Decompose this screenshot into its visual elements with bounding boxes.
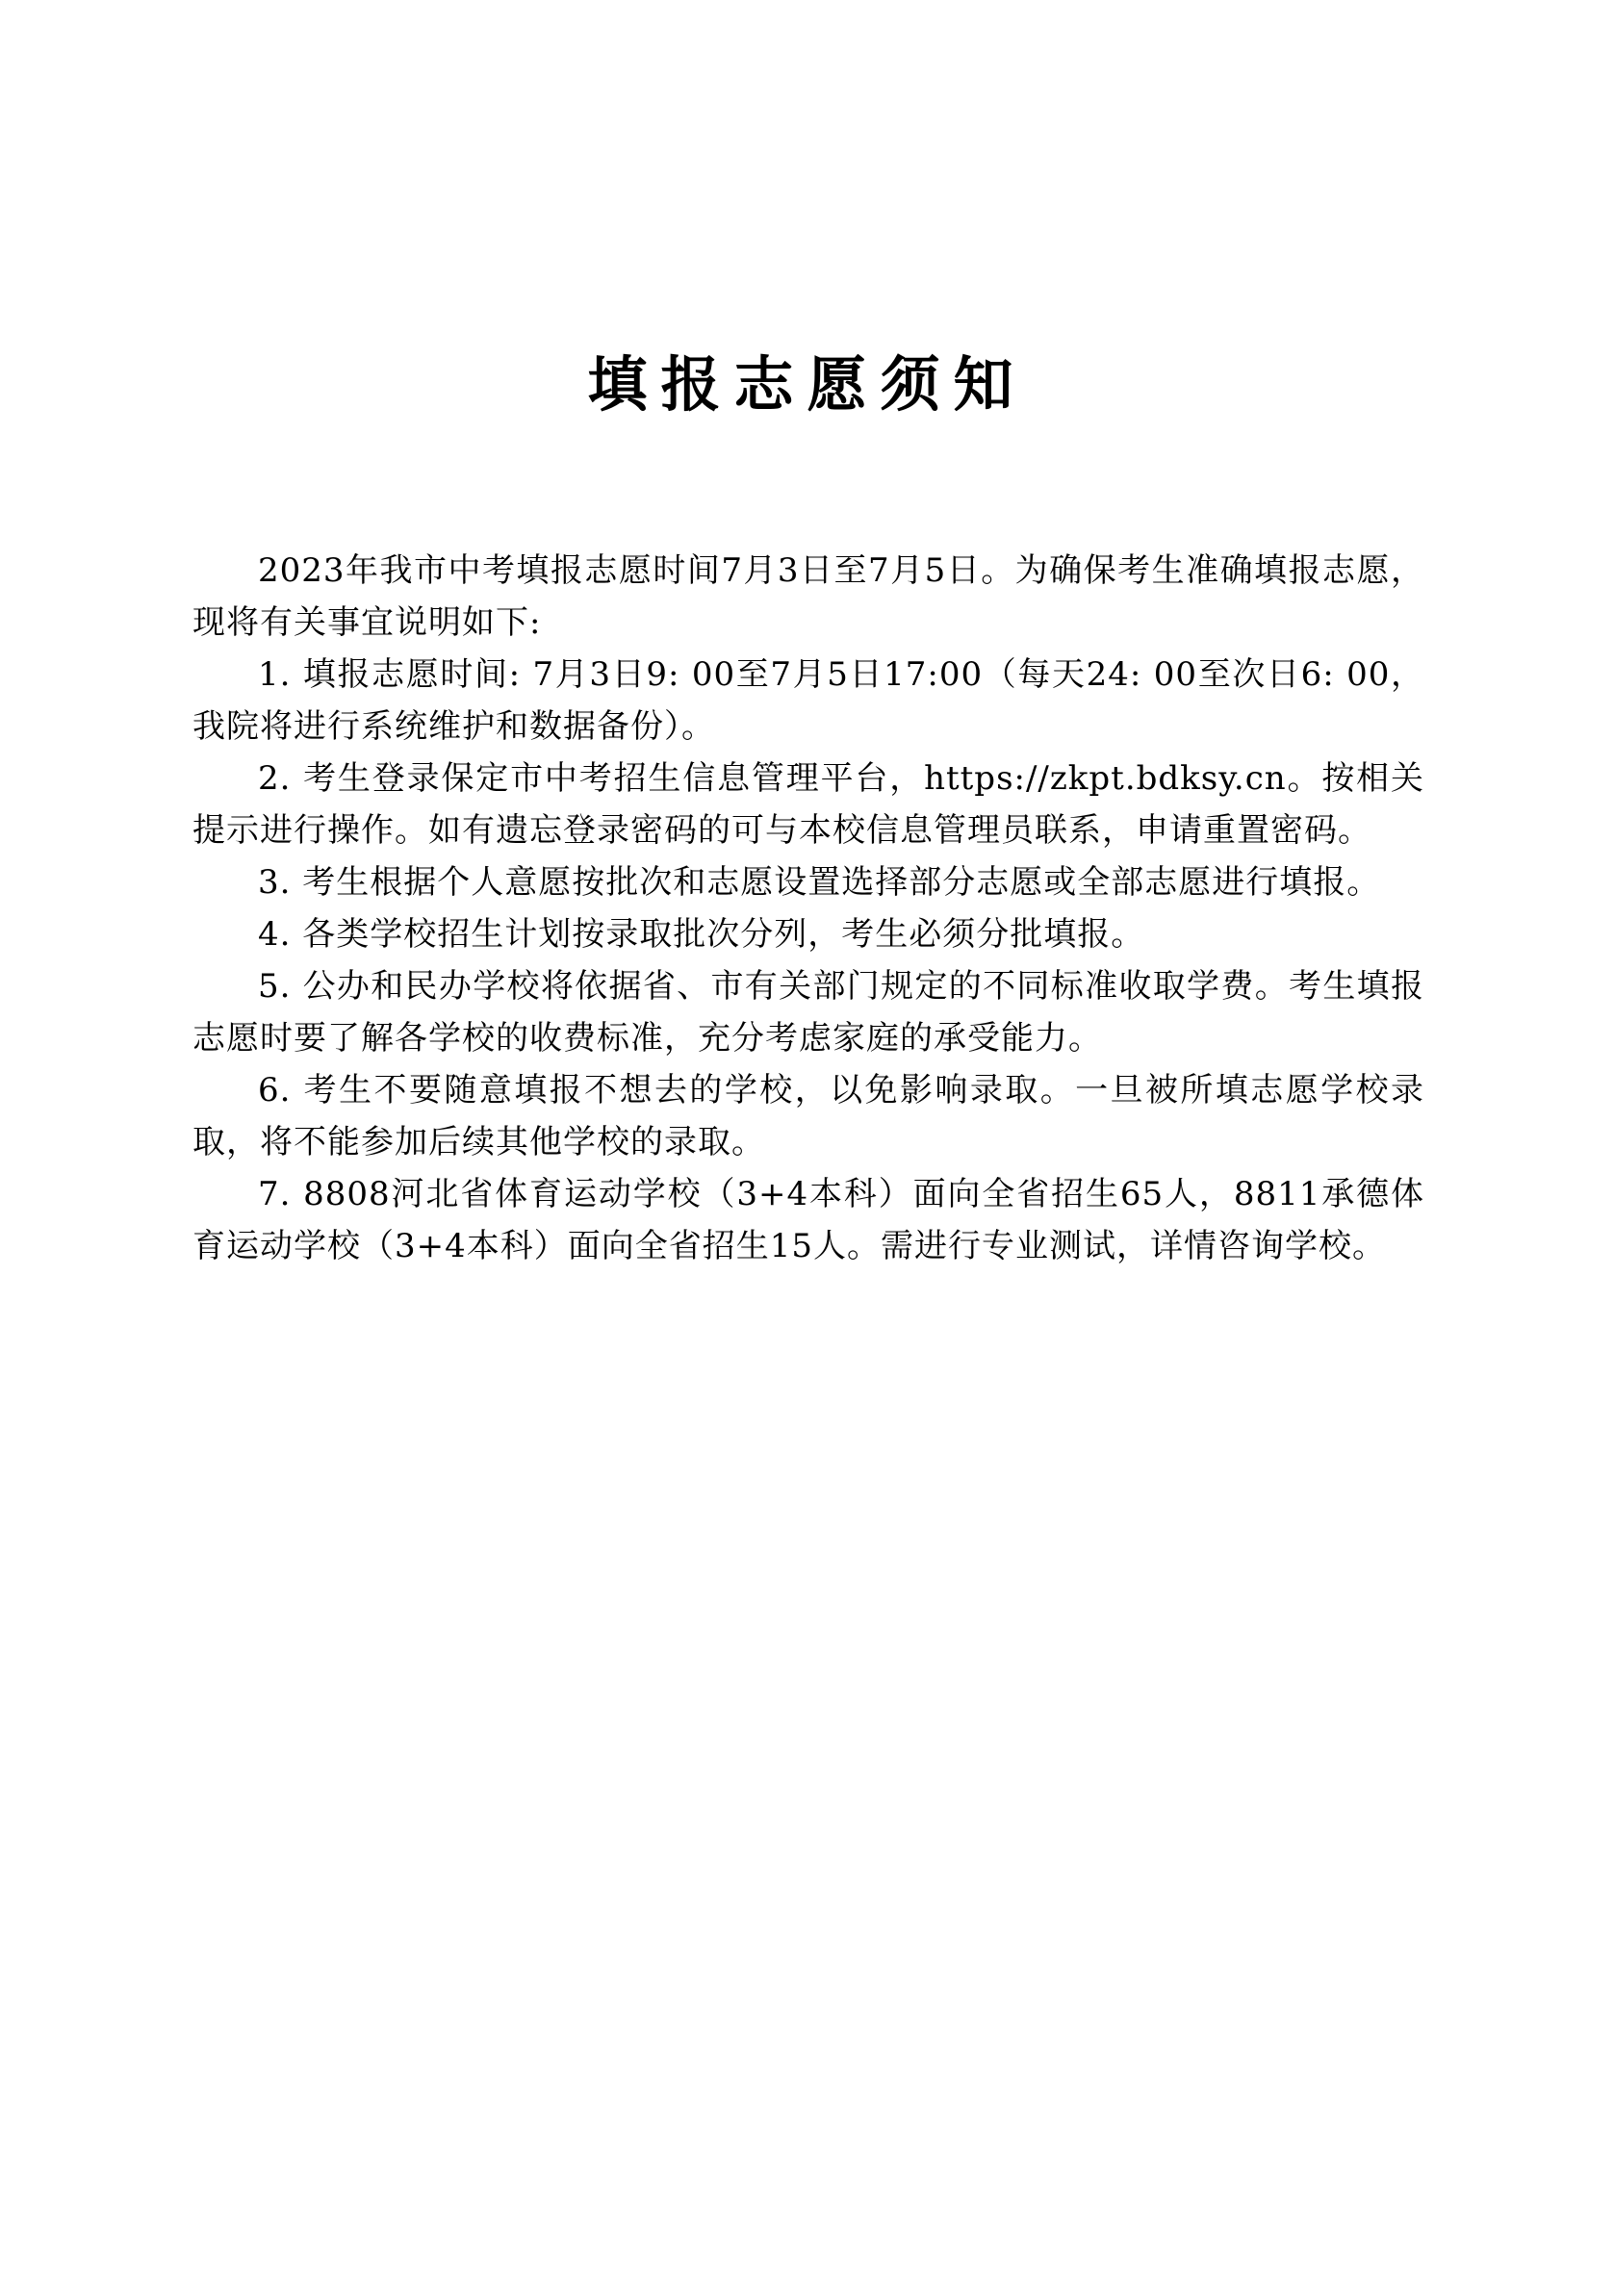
intro-paragraph: 2023年我市中考填报志愿时间7月3日至7月5日。为确保考生准确填报志愿，现将有关事宜说明如下: <box>192 551 1424 642</box>
item-1-paragraph: 1. 填报志愿时间: 7月3日9: 00至7月5日17:00（每天24: 00至次日6: 00，我院将进行系统维护和数据备份）。 <box>192 655 1424 746</box>
item-5-paragraph: 5. 公办和民办学校将依据省、市有关部门规定的不同标准收取学费。考生填报志愿时要了解各学校的收费标准，充分考虑家庭的承受能力。 <box>192 967 1424 1058</box>
document-body <box>192 545 1424 1272</box>
document-title: 填报志愿须知 <box>587 349 1027 420</box>
item-3-paragraph: 3. 考生根据个人意愿按批次和志愿设置选择部分志愿或全部志愿进行填报。 <box>258 863 1381 902</box>
item-4-paragraph: 4. 各类学校招生计划按录取批次分列，考生必须分批填报。 <box>258 915 1145 954</box>
item-7-paragraph: 7. 8808河北省体育运动学校（3+4本科）面向全省招生65人，8811承德体育运动学校（3+4本科）面向全省招生15人。需进行专业测试，详情咨询学校。 <box>192 1175 1424 1265</box>
item-2-paragraph: 2. 考生登录保定市中考招生信息管理平台，https://zkpt.bdksy.cn。按相关提示进行操作。如有遗忘登录密码的可与本校信息管理员联系，申请重置密码。 <box>192 759 1424 850</box>
item-6-paragraph: 6. 考生不要随意填报不想去的学校，以免影响录取。一旦被所填志愿学校录取，将不能参加后续其他学校的录取。 <box>192 1071 1424 1161</box>
